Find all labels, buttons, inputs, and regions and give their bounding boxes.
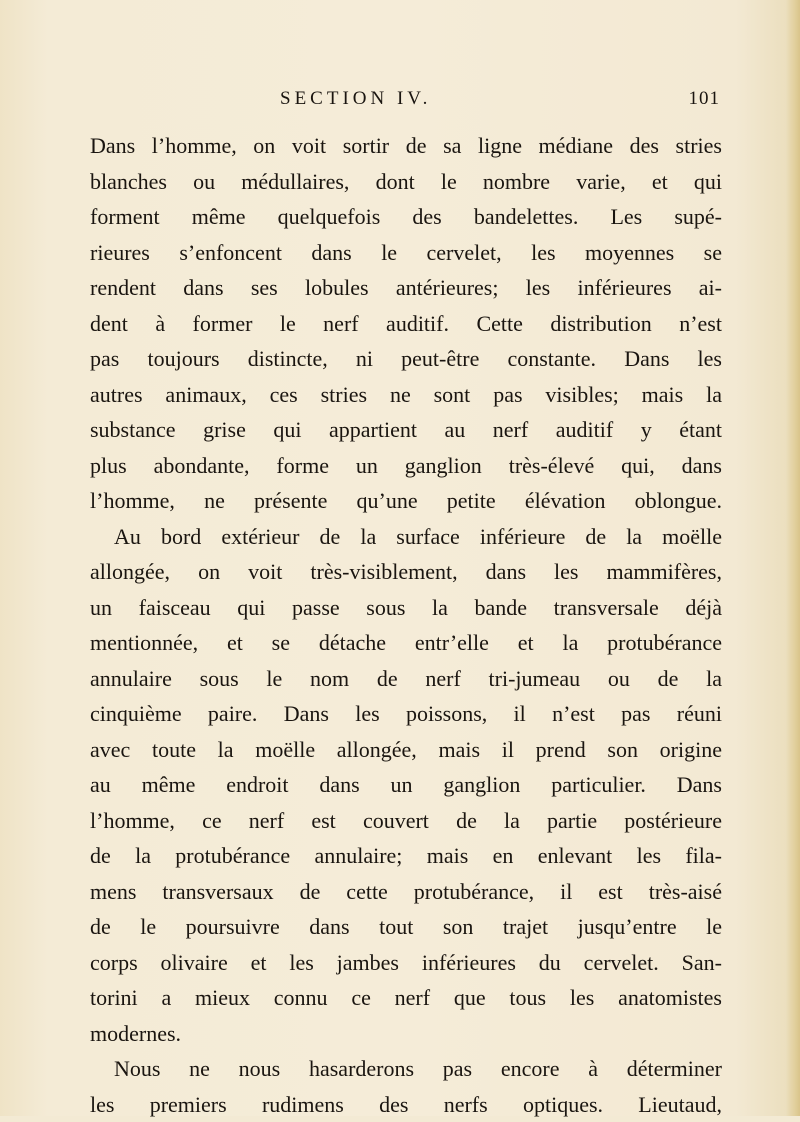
text-line: Au bord extérieur de la surface inférieure de la moëlle bbox=[90, 519, 722, 555]
running-head: SECTION IV. bbox=[280, 88, 431, 110]
body-text bbox=[90, 128, 722, 1122]
text-line: rieures s’enfoncent dans le cervelet, les moyennes se bbox=[90, 235, 722, 271]
text-line: autres animaux, ces stries ne sont pas visibles; mais la bbox=[90, 377, 722, 413]
page-number: 101 bbox=[689, 88, 721, 110]
page-header bbox=[280, 80, 720, 120]
text-line: pas toujours distincte, ni peut-être constante. Dans les bbox=[90, 341, 722, 377]
text-line: torini a mieux connu ce nerf que tous les anatomistes bbox=[90, 980, 722, 1016]
page-edge-shadow bbox=[786, 0, 800, 1116]
text-line: l’homme, ne présente qu’une petite élévation oblongue. bbox=[90, 483, 722, 519]
text-line: modernes. bbox=[90, 1016, 722, 1052]
text-line: Dans l’homme, on voit sortir de sa ligne médiane des stries bbox=[90, 128, 722, 164]
text-line: blanches ou médullaires, dont le nombre varie, et qui bbox=[90, 164, 722, 200]
text-line: mens transversaux de cette protubérance, il est très-aisé bbox=[90, 874, 722, 910]
text-line: mentionnée, et se détache entr’elle et la protubérance bbox=[90, 625, 722, 661]
text-line: forment même quelquefois des bandelettes. Les supé- bbox=[90, 199, 722, 235]
text-line: rendent dans ses lobules antérieures; les inférieures ai- bbox=[90, 270, 722, 306]
text-line: un faisceau qui passe sous la bande transversale déjà bbox=[90, 590, 722, 626]
text-line: cinquième paire. Dans les poissons, il n’est pas réuni bbox=[90, 696, 722, 732]
text-line: au même endroit dans un ganglion particulier. Dans bbox=[90, 767, 722, 803]
text-line: plus abondante, forme un ganglion très-élevé qui, dans bbox=[90, 448, 722, 484]
text-line: avec toute la moëlle allongée, mais il prend son origine bbox=[90, 732, 722, 768]
text-line: substance grise qui appartient au nerf auditif y étant bbox=[90, 412, 722, 448]
text-line: de la protubérance annulaire; mais en enlevant les fila- bbox=[90, 838, 722, 874]
text-line: l’homme, ce nerf est couvert de la partie postérieure bbox=[90, 803, 722, 839]
text-line: dent à former le nerf auditif. Cette distribution n’est bbox=[90, 306, 722, 342]
text-line: annulaire sous le nom de nerf tri-jumeau ou de la bbox=[90, 661, 722, 697]
text-line: Nous ne nous hasarderons pas encore à déterminer bbox=[90, 1051, 722, 1087]
text-line: corps olivaire et les jambes inférieures du cervelet. San- bbox=[90, 945, 722, 981]
text-line: les premiers rudimens des nerfs optiques. Lieutaud, bbox=[90, 1087, 722, 1122]
text-line: allongée, on voit très-visiblement, dans les mammifères, bbox=[90, 554, 722, 590]
text-line: de le poursuivre dans tout son trajet jusqu’entre le bbox=[90, 909, 722, 945]
